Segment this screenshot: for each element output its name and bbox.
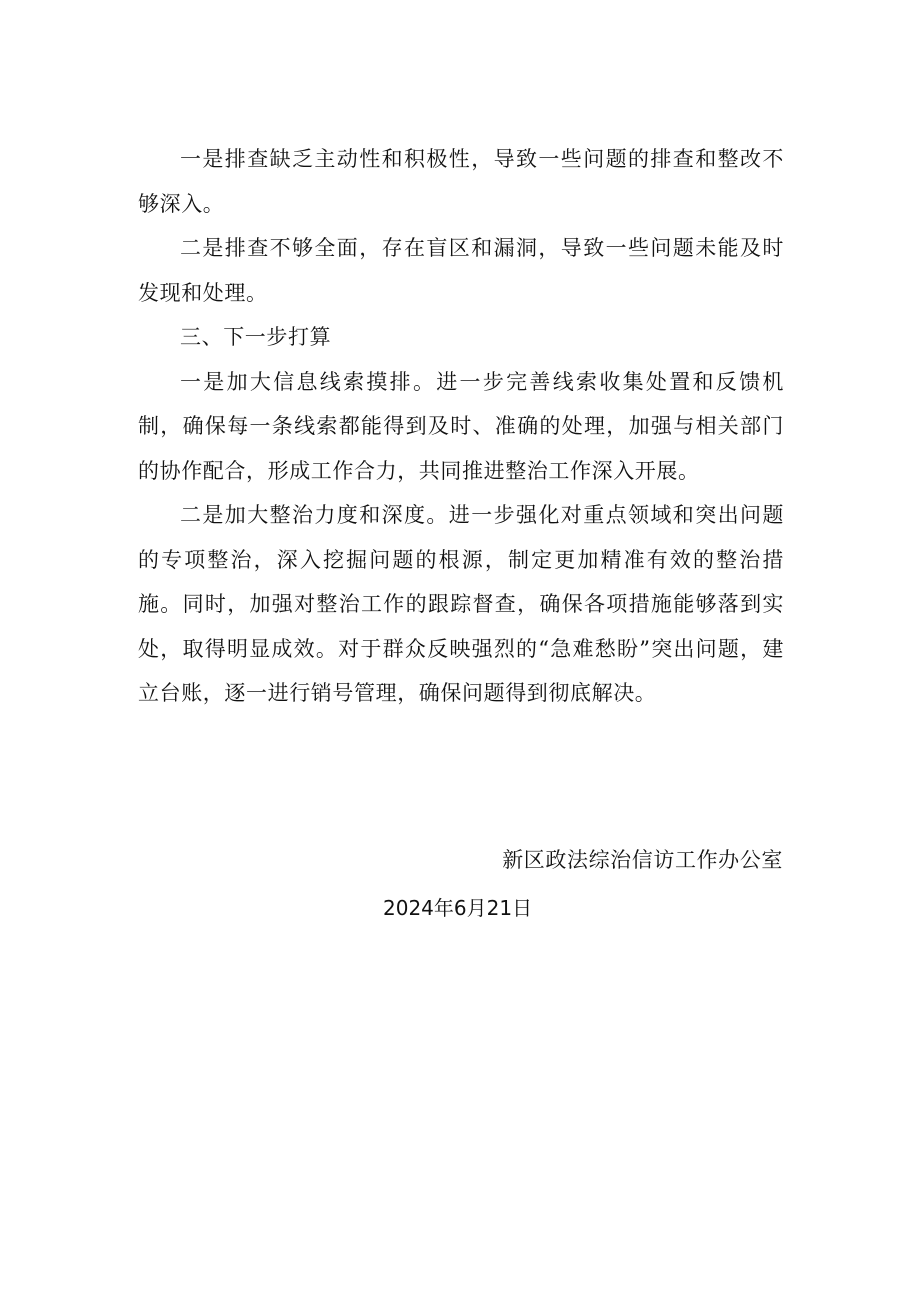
plan-paragraph-2: 二是加大整治力度和深度。进一步强化对重点领域和突出问题的专项整治，深入挖掘问题的根源，制定更加精准有效的整治措施。同时，加强对整治工作的跟踪督查，确保各项措施能够落到实处，取得明显成效。对于群众反映强烈的“急难愁盼”突出问题，建立台账，逐一进行销号管理，确保问题得到彻底解决。 — [138, 503, 784, 705]
document-body — [138, 137, 784, 716]
signature-organization: 新区政法综治信访工作办公室 — [502, 848, 783, 872]
issue-paragraph-1: 一是排查缺乏主动性和积极性，导致一些问题的排查和整改不够深入。 — [138, 147, 784, 216]
section-heading: 三、下一步打算 — [180, 325, 332, 349]
plan-paragraph-1: 一是加大信息线索摸排。进一步完善线索收集处置和反馈机制，确保每一条线索都能得到及时、准确的处理，加强与相关部门的协作配合，形成工作合力，共同推进整治工作深入开展。 — [138, 369, 784, 483]
signature-date: 2024年6月21日 — [383, 896, 533, 920]
issue-paragraph-2: 二是排查不够全面，存在盲区和漏洞，导致一些问题未能及时发现和处理。 — [138, 236, 784, 305]
